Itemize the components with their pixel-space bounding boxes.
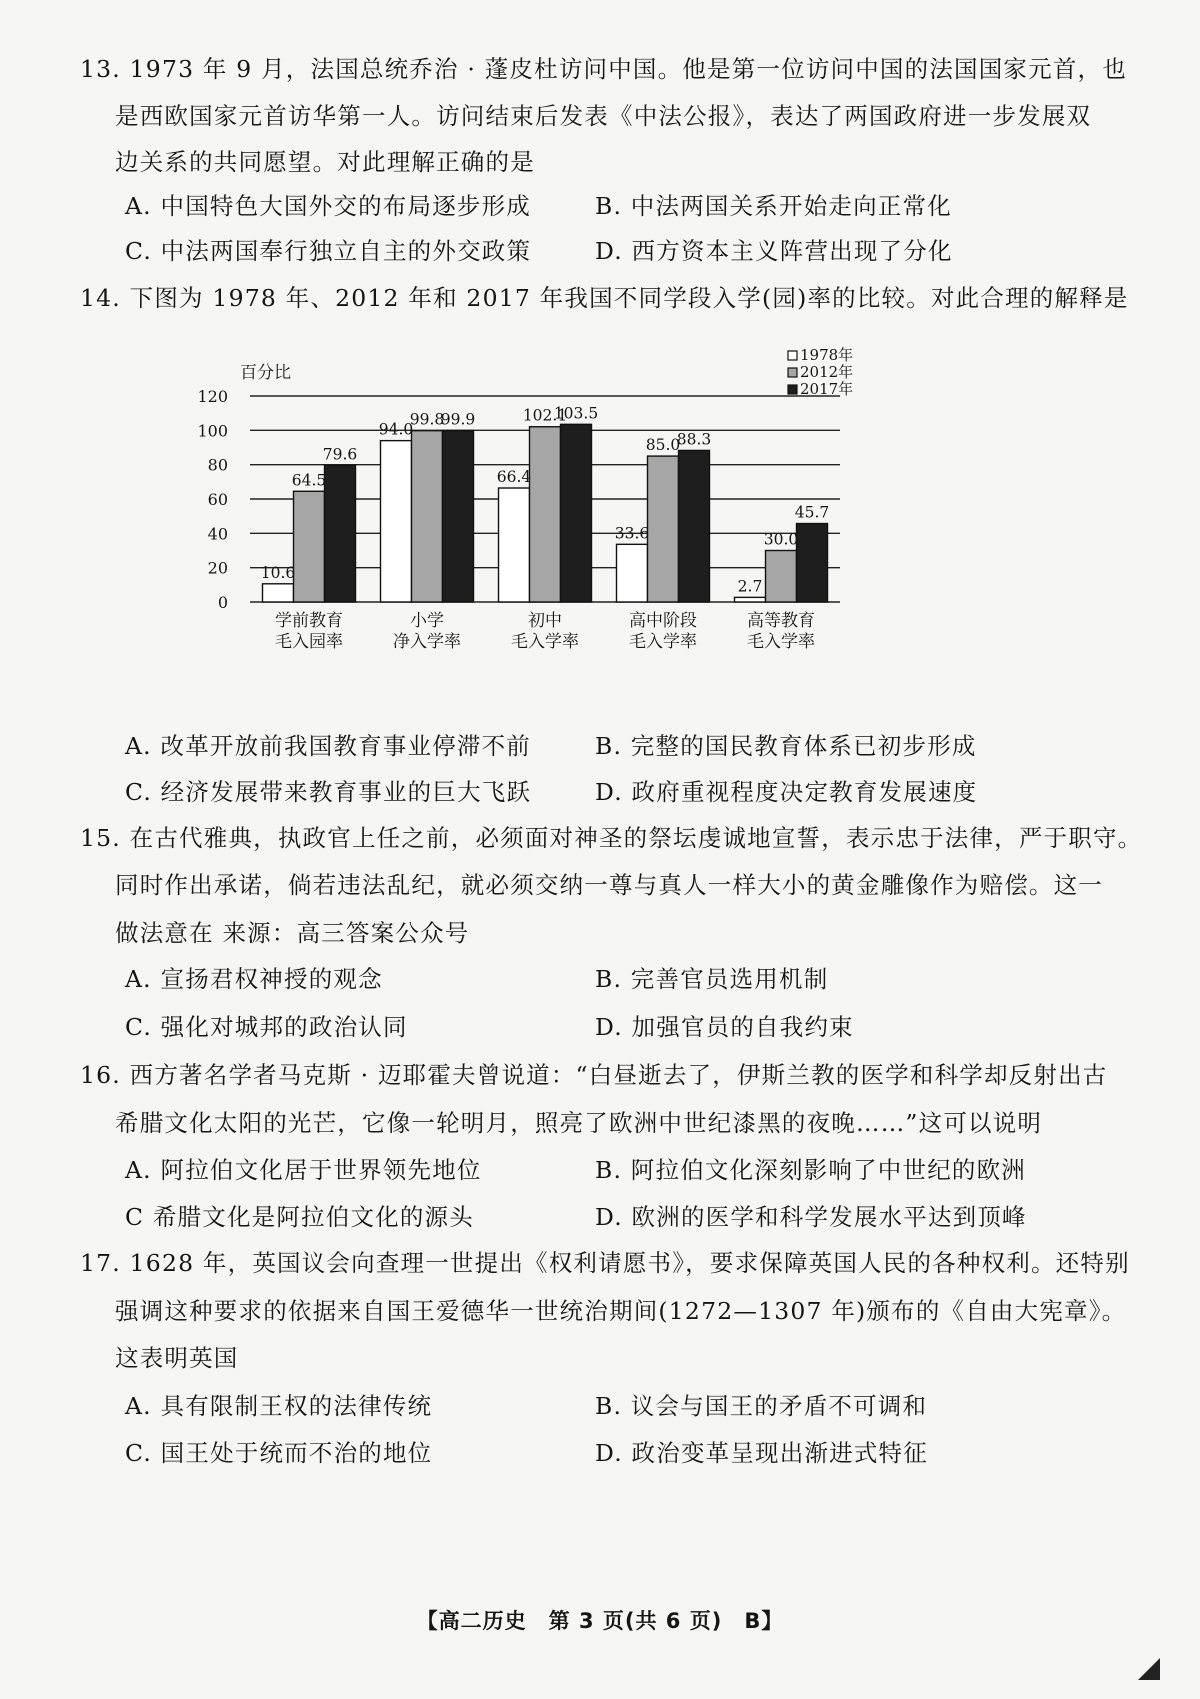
q17-stem-line-3: 这表明英国 [115,1344,239,1372]
bar-1-0 [381,441,412,602]
legend-label-0: 1978年 [800,346,854,364]
category-label-0-1: 毛入园率 [275,632,343,652]
bar-2-0 [499,488,530,602]
legend-swatch-0 [788,351,797,360]
category-label-1-0: 小学 [410,611,444,631]
chart-y-axis-label: 百分比 [240,363,291,383]
q13-stem-line-2: 是西欧国家元首访华第一人。访问结束后发表《中法公报》，表达了两国政府进一步发展双 [115,102,1092,130]
q17-option-d[interactable]: D. 政治变革呈现出渐进式特征 [595,1439,928,1467]
q15-option-b[interactable]: B. 完善官员选用机制 [595,965,829,993]
q17-option-b[interactable]: B. 议会与国王的矛盾不可调和 [595,1392,928,1420]
q14-option-d[interactable]: D. 政府重视程度决定教育发展速度 [595,778,978,806]
y-tick-120: 120 [197,387,228,406]
corner-mark [1138,1658,1160,1680]
data-label-1-1: 99.8 [409,410,445,429]
q15-stem-line-1: 15. 在古代雅典，执政官上任之前，必须面对神圣的祭坛虔诚地宣誓，表示忠于法律，严于职守。 [80,824,1143,852]
category-label-3-1: 毛入学率 [629,632,697,652]
bar-2-1 [530,427,561,602]
data-label-0-2: 79.6 [322,445,358,464]
y-tick-0: 0 [217,593,228,612]
category-label-1-1: 净入学率 [393,632,461,652]
bar-0-0 [263,584,294,602]
q15-option-a[interactable]: A. 宣扬君权神授的观念 [125,965,383,993]
y-tick-20: 20 [207,558,228,578]
category-label-2-1: 毛入学率 [511,632,579,652]
q14-option-a[interactable]: A. 改革开放前我国教育事业停滞不前 [125,732,532,760]
data-label-3-2: 88.3 [676,430,712,449]
data-label-1-0: 94.0 [378,420,414,439]
q14-option-b[interactable]: B. 完整的国民教育体系已初步形成 [595,732,977,760]
chart-y-tick-labels [197,387,228,612]
bar-1-1 [412,431,443,602]
data-label-1-2: 99.9 [440,410,476,429]
q15-option-d[interactable]: D. 加强官员的自我约束 [595,1013,854,1041]
q17-option-a[interactable]: A. 具有限制王权的法律传统 [125,1392,433,1420]
q17-option-c[interactable]: C. 国王处于统而不治的地位 [125,1439,433,1467]
y-tick-100: 100 [197,421,228,441]
q13-option-a[interactable]: A. 中国特色大国外交的布局逐步形成 [125,192,532,220]
legend-label-1: 2012年 [800,363,854,381]
data-label-3-1: 85.0 [645,436,681,455]
bar-0-1 [294,491,325,602]
q16-option-d[interactable]: D. 欧洲的医学和科学发展水平达到顶峰 [595,1203,1027,1231]
bar-3-2 [679,450,710,602]
bar-1-2 [443,431,474,602]
data-label-0-1: 64.5 [291,471,327,490]
q17-stem-line-2: 强调这种要求的依据来自国王爱德华一世统治期间(1272—1307 年)颁布的《自由大宪章》。 [115,1297,1127,1325]
y-tick-40: 40 [207,524,228,544]
q16-option-b[interactable]: B. 阿拉伯文化深刻影响了中世纪的欧洲 [595,1156,1027,1184]
bar-4-2 [797,524,828,602]
q17-stem-line-1: 17. 1628 年，英国议会向查理一世提出《权利请愿书》，要求保障英国人民的各种权利。还特别 [80,1249,1130,1277]
q13-option-c[interactable]: C. 中法两国奉行独立自主的外交政策 [125,237,532,265]
q13-stem-line-1: 13. 1973 年 9 月，法国总统乔治 · 蓬皮杜访问中国。他是第一位访问中国的法国国家元首，也 [80,55,1127,83]
bar-2-2 [561,424,592,602]
bar-4-0 [735,597,766,602]
category-label-4-0: 高等教育 [747,611,815,631]
q16-stem-line-1: 16. 西方著名学者马克斯 · 迈耶霍夫曾说道：“白昼逝去了，伊斯兰教的医学和科学却反射出古 [80,1061,1108,1089]
chart-legend [788,346,853,398]
bar-3-1 [648,456,679,602]
category-label-3-0: 高中阶段 [629,611,697,631]
y-tick-80: 80 [207,455,228,475]
data-label-0-0: 10.6 [260,563,296,582]
data-label-4-1: 30.0 [763,530,799,549]
y-tick-60: 60 [207,490,228,509]
data-label-2-1: 102.1 [522,406,568,425]
data-label-3-0: 33.6 [614,524,650,543]
legend-label-2: 2017年 [800,380,854,398]
data-label-2-0: 66.4 [496,468,532,487]
category-label-0-0: 学前教育 [275,611,343,631]
q15-option-c[interactable]: C. 强化对城邦的政治认同 [125,1013,408,1041]
q14-option-c[interactable]: C. 经济发展带来教育事业的巨大飞跃 [125,778,532,806]
q13-stem-line-3: 边关系的共同愿望。对此理解正确的是 [115,148,535,176]
legend-swatch-1 [788,368,797,377]
page-footer: 【高二历史 第 3 页(共 6 页) B】 [416,1609,784,1633]
category-label-4-1: 毛入学率 [747,632,815,652]
q13-option-b[interactable]: B. 中法两国关系开始走向正常化 [595,192,952,220]
legend-swatch-2 [788,385,797,394]
q16-option-c[interactable]: C 希腊文化是阿拉伯文化的源头 [125,1203,474,1231]
bar-4-1 [766,551,797,603]
q14-stem-line-1: 14. 下图为 1978 年、2012 年和 2017 年我国不同学段入学(园)率的比较。对此合理的解释是 [80,284,1129,312]
data-label-2-2: 103.5 [553,404,599,423]
q16-option-a[interactable]: A. 阿拉伯文化居于世界领先地位 [125,1156,482,1184]
q15-stem-line-2: 同时作出承诺，倘若违法乱纪，就必须交纳一尊与真人一样大小的黄金雕像作为赔偿。这一 [115,871,1103,899]
bar-0-2 [325,465,356,602]
enrollment-rate-bar-chart [197,346,930,708]
bar-3-0 [617,544,648,602]
data-label-4-0: 2.7 [737,577,763,596]
q13-option-d[interactable]: D. 西方资本主义阵营出现了分化 [595,237,953,265]
q15-stem-line-3: 做法意在 来源：高三答案公众号 [115,919,470,947]
q16-stem-line-2: 希腊文化太阳的光芒，它像一轮明月，照亮了欧洲中世纪漆黑的夜晚……”这可以说明 [115,1109,1043,1137]
chart-category-labels [275,611,815,652]
category-label-2-0: 初中 [528,611,562,631]
data-label-4-2: 45.7 [794,503,830,522]
